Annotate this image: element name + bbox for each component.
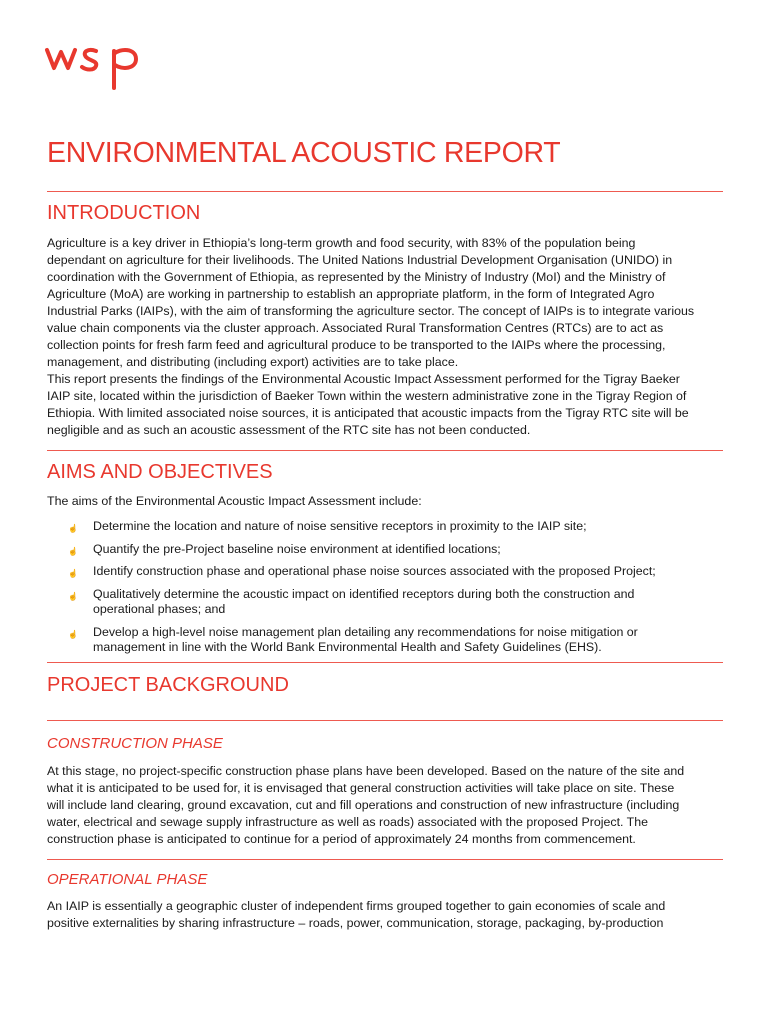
operational-phase-paragraph: An IAIP is essentially a geographic cluster of independent firms grouped together to gain economies of scale and positive externalities by sharing infrastructure – roads, power, communication, storage, packaging, by-production (47, 899, 666, 930)
list-item: ☝ Quantify the pre-Project baseline noise environment at identified locations; (47, 542, 723, 558)
section-divider (47, 450, 723, 451)
introduction-heading: INTRODUCTION (47, 202, 201, 224)
construction-phase-heading: CONSTRUCTION PHASE (47, 735, 223, 752)
aims-list (47, 519, 723, 663)
wsp-logo-icon (44, 40, 148, 92)
aims-intro: The aims of the Environmental Acoustic Impact Assessment include: (47, 494, 422, 508)
pointing-hand-icon: ☝ (68, 546, 78, 556)
section-divider (47, 720, 723, 721)
project-background-heading: PROJECT BACKGROUND (47, 674, 289, 696)
introduction-paragraph-2: This report presents the findings of the Environmental Acoustic Impact Assessment performed for the Tigray Baeker IAIP site, located within the jurisdiction of Baeker Town within the western administrative zone in the Tigray Region of Ethiopia. With limited associated noise sources, it is anticipated that acoustic impacts from the Tigray RTC site will be negligible and as such an acoustic assessment of the RTC site has not been conducted. (47, 372, 689, 437)
pointing-hand-icon: ☝ (68, 524, 78, 533)
list-item: ☝ Determine the location and nature of noise sensitive receptors in proximity to the IAIP site; (47, 519, 723, 535)
pointing-hand-icon: ☝ (68, 569, 78, 578)
document-title: ENVIRONMENTAL ACOUSTIC REPORT (47, 137, 561, 169)
aims-heading: AIMS AND OBJECTIVES (47, 461, 273, 483)
introduction-paragraph-1: Agriculture is a key driver in Ethiopia’s long-term growth and food security, with 83% of the population being dependant on agriculture for their livelihoods. The United Nations Industrial Development Organisation (UNIDO) in coordination with the Government of Ethiopia, as represented by the Ministry of Industry (MoI) and the Ministry of Agriculture (MoA) are working in partnership to establish an appropriate platform, in the form of Integrated Agro Industrial Parks (IAIPs), with the aim of transforming the agriculture sector. The concept of IAIPs is to integrate various value chain components via the cluster approach. Associated Rural Transformation Centres (RTCs) are to act as collection points for fresh farm feed and agricultural produce to be transported to the IAIPs where the processing, management, and distributing (including export) activities are to take place. (47, 236, 695, 369)
pointing-hand-icon: ☝ (68, 629, 78, 639)
list-item: ☝ Develop a high-level noise management plan detailing any recommendations for noise mitigation or management in line with the World Bank Environmental Health and Safety Guidelines (EHS). (68, 624, 638, 654)
section-divider (47, 191, 723, 192)
section-divider (47, 662, 723, 663)
list-item: ☝ Qualitatively determine the acoustic impact on identified receptors during both the construction and operational phases; and (68, 586, 635, 616)
list-item: ☝ Identify construction phase and operational phase noise sources associated with the proposed Project; (47, 564, 723, 580)
construction-phase-paragraph: At this stage, no project-specific construction phase plans have been developed. Based on the nature of the site and what it is anticipated to be used for, it is envisaged that general construction activities will take place on site. These will include land clearing, ground excavation, cut and fill operations and construction of new infrastructure (including water, electrical and sewage supply infrastructure as well as roads) associated with the proposed Project. The construction phase is anticipated to continue for a period of approximately 24 months from commencement. (47, 764, 685, 846)
pointing-hand-icon: ☝ (68, 591, 78, 601)
operational-phase-heading: OPERATIONAL PHASE (47, 871, 208, 888)
section-divider (47, 859, 723, 860)
